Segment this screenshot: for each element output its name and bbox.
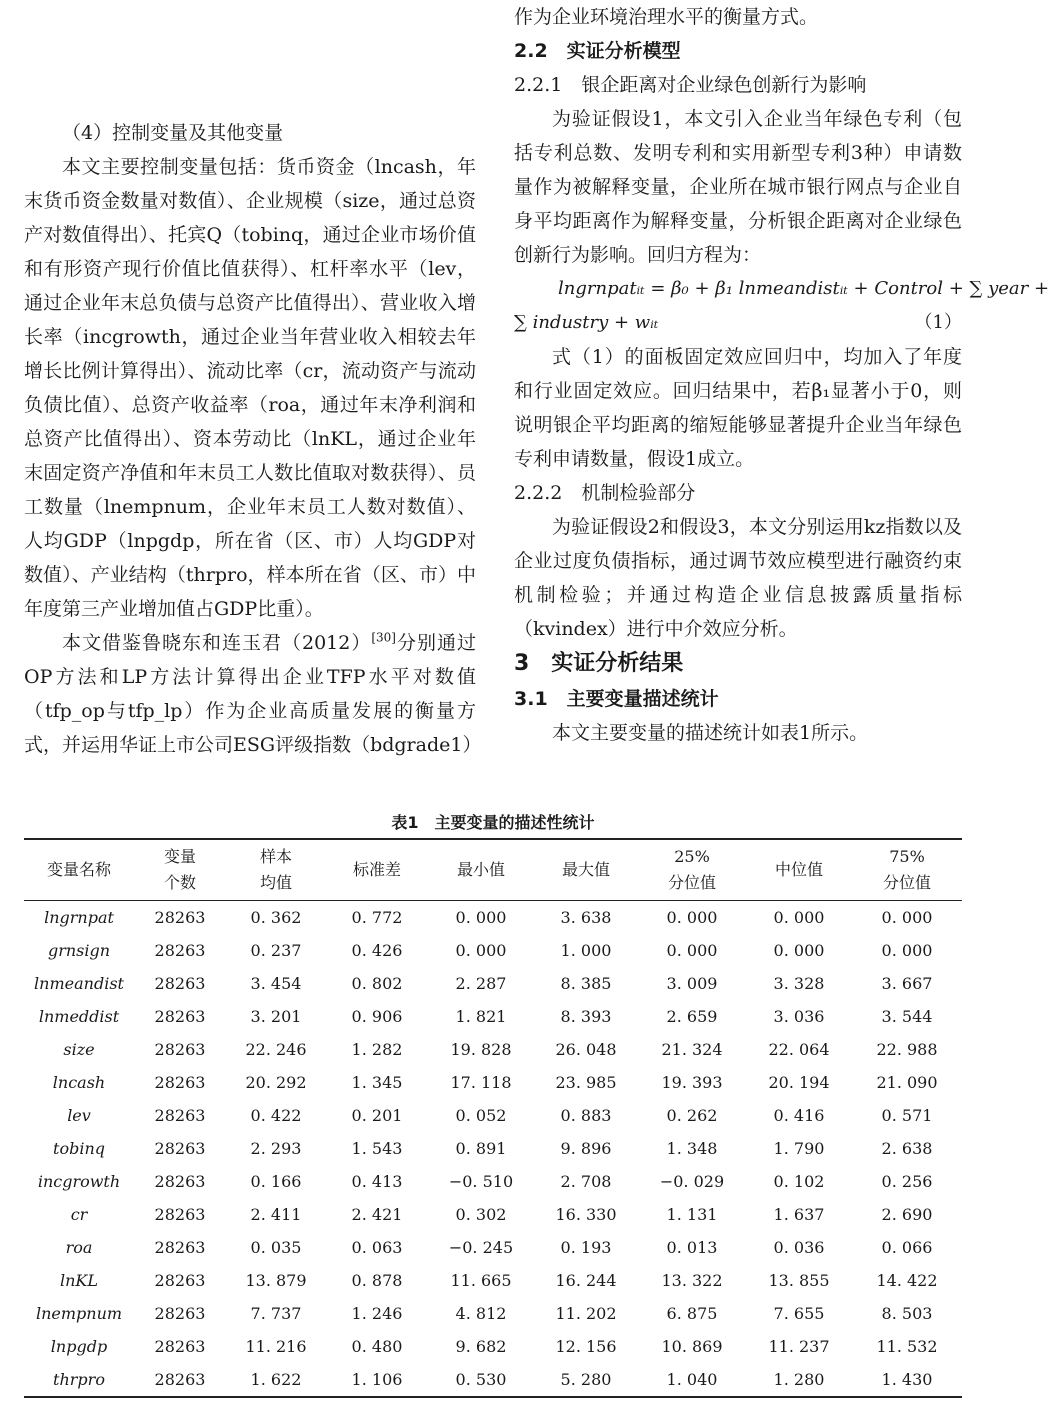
table-cell: 3. 201 xyxy=(250,1007,302,1026)
table-cell: 19. 393 xyxy=(661,1073,723,1092)
left-column xyxy=(24,116,482,762)
table-cell: 11. 202 xyxy=(555,1304,617,1323)
section-heading-2-2-2: 2.2.2 机制检验部分 xyxy=(514,482,696,504)
table-cell: 20. 292 xyxy=(245,1073,307,1092)
table-cell: 0. 906 xyxy=(351,1007,403,1026)
table-cell: 0. 102 xyxy=(773,1172,825,1191)
table-row xyxy=(24,1099,962,1132)
table-body xyxy=(24,901,962,1398)
table-cell: 28263 xyxy=(154,1106,206,1125)
column-header-line: 最大值 xyxy=(561,860,610,879)
table-cell: 1. 622 xyxy=(250,1370,302,1389)
table-cell: 11. 665 xyxy=(450,1271,512,1290)
variable-name-cell: lngrnpat xyxy=(44,908,114,927)
column-header-line: 25% xyxy=(674,847,710,866)
table-cell: 7. 737 xyxy=(250,1304,302,1323)
column-header-line: 变量名称 xyxy=(46,860,111,879)
variable-name-cell: lnmeddist xyxy=(38,1007,120,1026)
table-cell: 22. 064 xyxy=(768,1040,830,1059)
right-column xyxy=(514,0,1049,750)
equation-line-1: lngrnpatᵢₜ = β₀ + β₁ lnmeandistᵢₜ + Control + ∑ year + xyxy=(558,278,1049,299)
column-header xyxy=(326,839,428,901)
column-header xyxy=(134,839,226,901)
table-cell: 0. 802 xyxy=(351,974,403,993)
column-header-line: 最小值 xyxy=(456,860,505,879)
table-cell: 0. 256 xyxy=(881,1172,933,1191)
table-cell: 1. 040 xyxy=(666,1370,718,1389)
table-row xyxy=(24,1330,962,1363)
hypothesis1-paragraph: 为验证假设1，本文引入企业当年绿色专利（包括专利总数、发明专利和实用新型专利3种）申请数量作为被解释变量，企业所在城市银行网点与企业自身平均距离作为解释变量，分析银企距离对企业绿色创新行为影响。回归方程为： xyxy=(514,108,962,266)
table-cell: 12. 156 xyxy=(555,1337,617,1356)
table-cell: 13. 322 xyxy=(661,1271,723,1290)
table-cell: 20. 194 xyxy=(768,1073,830,1092)
table-cell: 3. 544 xyxy=(881,1007,933,1026)
table-cell: 0. 571 xyxy=(881,1106,933,1125)
section-heading-3-1: 3.1 主要变量描述统计 xyxy=(514,688,719,710)
table-cell: 28263 xyxy=(154,908,206,927)
variable-name-cell: lnmeandist xyxy=(34,974,124,993)
table-cell: 13. 855 xyxy=(768,1271,830,1290)
table-row xyxy=(24,967,962,1000)
table-cell: 0. 035 xyxy=(250,1238,302,1257)
table-cell: 0. 878 xyxy=(351,1271,403,1290)
table-cell: 28263 xyxy=(154,1139,206,1158)
control-variables-heading: （4）控制变量及其他变量 xyxy=(62,122,284,144)
table-cell: 0. 036 xyxy=(773,1238,825,1257)
column-header-line: 样本 xyxy=(259,847,292,866)
table-cell: 9. 682 xyxy=(455,1337,507,1356)
column-header xyxy=(852,839,962,901)
table-cell: 3. 009 xyxy=(666,974,718,993)
table-intro-paragraph: 本文主要变量的描述统计如表1所示。 xyxy=(552,722,869,744)
table-cell: 11. 216 xyxy=(245,1337,307,1356)
tfp-paragraph-end: 分别通过OP方法和LP方法计算得出企业TFP水平对数值（tfp_op与tfp_lp）作为企业高质量发展的衡量方式，并运用华证上市公司ESG评级指数（bdgrade1） xyxy=(24,632,482,756)
column-header xyxy=(428,839,534,901)
table-cell: 9. 896 xyxy=(560,1139,612,1158)
table-cell: 16. 330 xyxy=(555,1205,617,1224)
table-cell: 1. 345 xyxy=(351,1073,403,1092)
table-cell: 22. 988 xyxy=(876,1040,938,1059)
table-cell: 28263 xyxy=(154,1271,206,1290)
table-cell: 0. 883 xyxy=(560,1106,612,1125)
table-cell: 0. 000 xyxy=(455,908,507,927)
table-row xyxy=(24,1363,962,1397)
table-cell: 23. 985 xyxy=(555,1073,617,1092)
table-cell: 0. 772 xyxy=(351,908,403,927)
table-row xyxy=(24,1297,962,1330)
table-cell: 0. 891 xyxy=(455,1139,507,1158)
column-header-line: 变量 xyxy=(163,847,196,866)
table-cell: 5. 280 xyxy=(560,1370,612,1389)
table-cell: 0. 426 xyxy=(351,941,403,960)
table-row xyxy=(24,934,962,967)
regression-paragraph: 式（1）的面板固定效应回归中，均加入了年度和行业固定效应。回归结果中，若β₁显著小于0，则说明银企平均距离的缩短能够显著提升企业当年绿色专利申请数量，假设1成立。 xyxy=(514,346,962,470)
table-row xyxy=(24,1000,962,1033)
table-cell: 21. 090 xyxy=(876,1073,938,1092)
tfp-paragraph xyxy=(24,626,482,762)
table-row xyxy=(24,1066,962,1099)
variable-name-cell: cr xyxy=(70,1205,88,1224)
table-cell: 28263 xyxy=(154,1073,206,1092)
table-cell: 0. 052 xyxy=(455,1106,507,1125)
table-cell: 0. 193 xyxy=(560,1238,612,1257)
column-header xyxy=(746,839,852,901)
variable-name-cell: size xyxy=(63,1040,95,1059)
descriptive-stats-table-block xyxy=(24,808,962,1398)
table-cell: 3. 328 xyxy=(773,974,825,993)
column-header xyxy=(24,839,134,901)
table-cell: 3. 454 xyxy=(250,974,302,993)
table-cell: 0. 063 xyxy=(351,1238,403,1257)
table-cell: 13. 879 xyxy=(245,1271,307,1290)
table-cell: 26. 048 xyxy=(555,1040,617,1059)
table-cell: 17. 118 xyxy=(450,1073,512,1092)
equation-number: （1） xyxy=(914,312,962,333)
table-cell: 0. 530 xyxy=(455,1370,507,1389)
table-cell: 0. 201 xyxy=(351,1106,403,1125)
column-header-line: 均值 xyxy=(259,873,292,892)
table-cell: 28263 xyxy=(154,974,206,993)
table-cell: 0. 362 xyxy=(250,908,302,927)
table-cell: −0. 510 xyxy=(448,1172,514,1191)
table-cell: 0. 413 xyxy=(351,1172,403,1191)
table-cell: 1. 348 xyxy=(666,1139,718,1158)
table-row xyxy=(24,1132,962,1165)
table-cell: 4. 812 xyxy=(455,1304,507,1323)
table-header-row xyxy=(24,839,962,901)
table-cell: 16. 244 xyxy=(555,1271,617,1290)
column-header xyxy=(534,839,638,901)
table-caption: 表1 主要变量的描述性统计 xyxy=(391,813,595,832)
table-cell: 1. 282 xyxy=(351,1040,403,1059)
variable-name-cell: lev xyxy=(67,1106,91,1125)
column-header-line: 个数 xyxy=(163,873,196,892)
table-cell: 1. 246 xyxy=(351,1304,403,1323)
table-cell: 0. 000 xyxy=(666,941,718,960)
table-cell: 0. 237 xyxy=(250,941,302,960)
table-cell: 28263 xyxy=(154,1370,206,1389)
column-header xyxy=(226,839,326,901)
table-cell: 1. 637 xyxy=(773,1205,825,1224)
variable-name-cell: grnsign xyxy=(47,941,111,960)
table-cell: 1. 543 xyxy=(351,1139,403,1158)
table-cell: 28263 xyxy=(154,1304,206,1323)
table-cell: 0. 000 xyxy=(666,908,718,927)
table-cell: 7. 655 xyxy=(773,1304,825,1323)
table-cell: 2. 638 xyxy=(881,1139,933,1158)
table-cell: 28263 xyxy=(154,1172,206,1191)
column-header-line: 分位值 xyxy=(882,873,931,892)
column-header-line: 中位值 xyxy=(774,860,823,879)
table-cell: 28263 xyxy=(154,1040,206,1059)
column-header xyxy=(638,839,746,901)
table-cell: 3. 036 xyxy=(773,1007,825,1026)
table-cell: 0. 000 xyxy=(881,908,933,927)
table-cell: 8. 503 xyxy=(881,1304,933,1323)
table-cell: 10. 869 xyxy=(661,1337,723,1356)
table-cell: 19. 828 xyxy=(450,1040,512,1059)
section-heading-2-2: 2.2 实证分析模型 xyxy=(514,40,681,62)
variable-name-cell: incgrowth xyxy=(37,1172,121,1191)
table-cell: 8. 385 xyxy=(560,974,612,993)
table-row xyxy=(24,901,962,935)
table-cell: 0. 000 xyxy=(455,941,507,960)
section-heading-2-2-1: 2.2.1 银企距离对企业绿色创新行为影响 xyxy=(514,74,867,96)
table-cell: −0. 245 xyxy=(448,1238,514,1257)
variable-name-cell: lnKL xyxy=(60,1271,98,1290)
table-cell: 1. 280 xyxy=(773,1370,825,1389)
table-cell: 0. 422 xyxy=(250,1106,302,1125)
table-cell: 1. 000 xyxy=(560,941,612,960)
table-cell: 28263 xyxy=(154,1205,206,1224)
equation-line-2 xyxy=(514,306,962,340)
table-cell: 0. 000 xyxy=(773,941,825,960)
table-cell: 8. 393 xyxy=(560,1007,612,1026)
control-variables-paragraph: 本文主要控制变量包括：货币资金（lncash，年末货币资金数量对数值）、企业规模（size，通过总资产对数值得出）、托宾Q（tobinq，通过企业市场价值和有形资产现行价值比值获得）、杠杆率水平（lev，通过企业年末总负债与总资产比值得出）、营业收入增长率（incgrowth，通过企业当年营业收入相较去年增长比例计算得出）、流动比率（cr，流动资产与流动负债比值）、总资产收益率（roa，通过年末净利润和总资产比值得出）、资本劳动比（lnKL，通过企业年末固定资产净值和年末员工人数比值取对数获得）、员工数量（lnempnum，企业年末员工人数对数值）、人均GDP（lnpgdp，所在省（区、市）人均GDP对数值）、产业结构（thrpro，样本所在省（区、市）中年度第三产业增加值占GDP比重）。 xyxy=(24,156,476,620)
table-cell: 28263 xyxy=(154,1007,206,1026)
table-cell: 22. 246 xyxy=(245,1040,307,1059)
equation-line-2-text: ∑ industry + wᵢₜ xyxy=(514,312,659,333)
table-cell: 0. 166 xyxy=(250,1172,302,1191)
table-cell: 28263 xyxy=(154,1238,206,1257)
table-cell: 2. 421 xyxy=(351,1205,403,1224)
table-cell: 6. 875 xyxy=(666,1304,718,1323)
table-cell: 1. 131 xyxy=(666,1205,718,1224)
table-cell: 0. 302 xyxy=(455,1205,507,1224)
citation-ref: [30] xyxy=(371,630,396,645)
table-row xyxy=(24,1165,962,1198)
table-cell: 28263 xyxy=(154,1337,206,1356)
table-cell: −0. 029 xyxy=(659,1172,725,1191)
table-cell: 0. 480 xyxy=(351,1337,403,1356)
variable-name-cell: lncash xyxy=(52,1073,106,1092)
table-cell: 28263 xyxy=(154,941,206,960)
column-header-line: 分位值 xyxy=(667,873,716,892)
variable-name-cell: thrpro xyxy=(53,1370,105,1389)
table-cell: 1. 821 xyxy=(455,1007,507,1026)
table-cell: 0. 416 xyxy=(773,1106,825,1125)
table-cell: 0. 000 xyxy=(773,908,825,927)
table-cell: 0. 262 xyxy=(666,1106,718,1125)
table-cell: 2. 708 xyxy=(560,1172,612,1191)
table-cell: 1. 430 xyxy=(881,1370,933,1389)
section-heading-3: 3 实证分析结果 xyxy=(514,651,684,676)
variable-name-cell: lnpgdp xyxy=(50,1337,108,1356)
table-cell: 0. 000 xyxy=(881,941,933,960)
table-cell: 3. 667 xyxy=(881,974,933,993)
table-cell: 2. 287 xyxy=(455,974,507,993)
descriptive-stats-table xyxy=(24,838,962,1398)
table-row xyxy=(24,1231,962,1264)
mechanism-paragraph: 为验证假设2和假设3，本文分别运用kz指数以及企业过度负债指标，通过调节效应模型进行融资约束机制检验；并通过构造企业信息披露质量指标（kvindex）进行中介效应分析。 xyxy=(514,516,962,640)
column-header-line: 标准差 xyxy=(352,860,401,879)
table-cell: 11. 532 xyxy=(876,1337,938,1356)
table-row xyxy=(24,1264,962,1297)
table-cell: 3. 638 xyxy=(560,908,612,927)
table-cell: 2. 293 xyxy=(250,1139,302,1158)
table-cell: 14. 422 xyxy=(876,1271,938,1290)
column-header-line: 75% xyxy=(889,847,925,866)
table-cell: 1. 790 xyxy=(773,1139,825,1158)
variable-name-cell: tobinq xyxy=(53,1139,105,1158)
variable-name-cell: lnempnum xyxy=(35,1304,123,1323)
table-cell: 21. 324 xyxy=(661,1040,723,1059)
tfp-paragraph-start: 本文借鉴鲁晓东和连玉君（2012） xyxy=(62,632,372,654)
table-cell: 2. 411 xyxy=(250,1205,302,1224)
table-row xyxy=(24,1033,962,1066)
variable-name-cell: roa xyxy=(65,1238,93,1257)
continuation-text: 作为企业环境治理水平的衡量方式。 xyxy=(514,6,819,28)
table-cell: 1. 106 xyxy=(351,1370,403,1389)
table-cell: 0. 013 xyxy=(666,1238,718,1257)
table-cell: 2. 659 xyxy=(666,1007,718,1026)
table-cell: 0. 066 xyxy=(881,1238,933,1257)
table-cell: 11. 237 xyxy=(768,1337,830,1356)
table-row xyxy=(24,1198,962,1231)
table-cell: 2. 690 xyxy=(881,1205,933,1224)
